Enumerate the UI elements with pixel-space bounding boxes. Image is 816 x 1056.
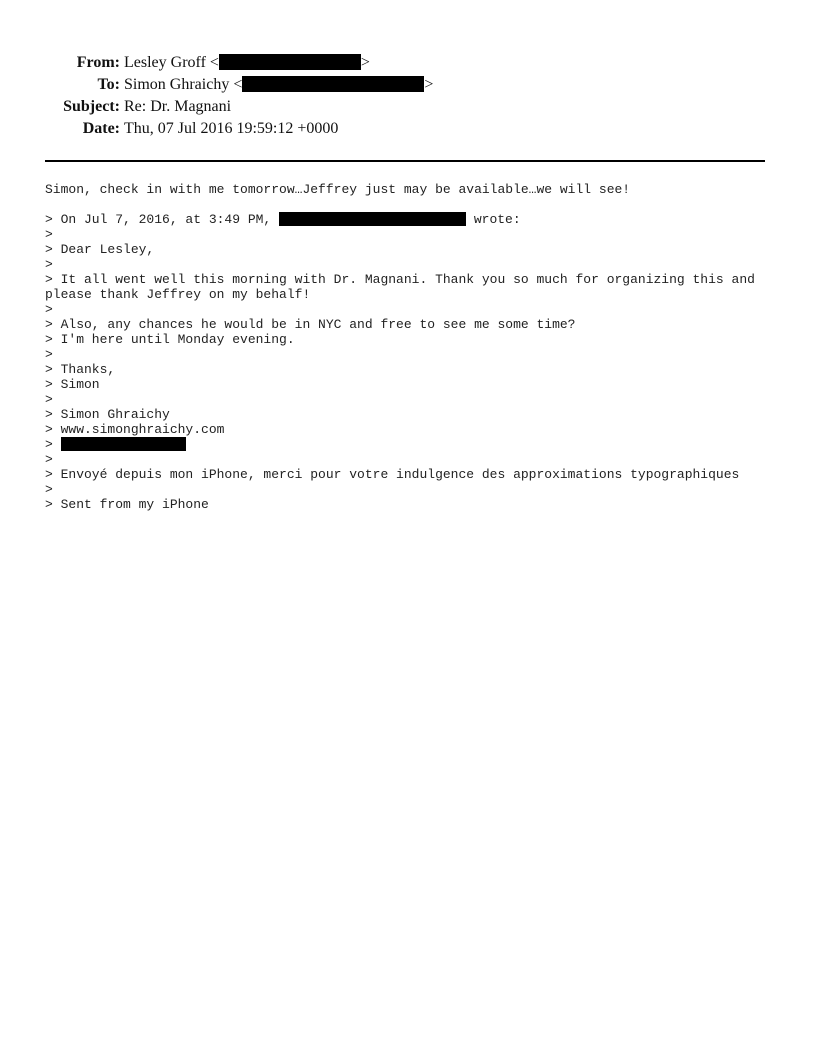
subject-row [0, 96, 816, 118]
quote-paragraph-line: please thank Jeffrey on my behalf! [45, 287, 311, 302]
quote-line: > [45, 302, 53, 317]
quote-line: > [45, 452, 53, 467]
quote-attribution [45, 212, 775, 227]
quote-footer-en: > Sent from my iPhone [45, 497, 209, 512]
email-body [45, 182, 775, 512]
to-label: To: [97, 76, 120, 93]
quote-paragraph-line: > Also, any chances he would be in NYC and free to see me some time? [45, 317, 576, 332]
reply-text: Simon, check in with me tomorrow…Jeffrey just may be available…we will see! [45, 182, 631, 197]
date-row [0, 118, 816, 140]
quote-paragraph-line: > I'm here until Monday evening. [45, 332, 295, 347]
subject-value: Re: Dr. Magnani [124, 98, 232, 115]
quote-line: > [45, 482, 53, 497]
from-end: > [360, 54, 370, 71]
attribution-prefix: > On Jul 7, 2016, at 3:49 PM, [45, 212, 280, 227]
quote-paragraph-line: > It all went well this morning with Dr. Magnani. Thank you so much for organizing this and [45, 272, 755, 287]
redacted-phone [61, 437, 186, 451]
to-row [0, 74, 816, 96]
to-name: Simon Ghraichy < [124, 76, 243, 93]
quote-line: > [45, 257, 53, 272]
redacted-to-email [242, 76, 424, 92]
from-name: Lesley Groff < [124, 54, 219, 71]
to-value [124, 74, 433, 96]
quote-signoff-name: > Simon [45, 377, 100, 392]
email-header [0, 52, 816, 140]
from-value [124, 52, 370, 74]
quote-greeting: > Dear Lesley, [45, 242, 155, 257]
signature-website: > www.simonghraichy.com [45, 422, 225, 437]
header-divider [45, 160, 765, 162]
quote-signoff: > Thanks, [45, 362, 116, 377]
redacted-from-email [219, 54, 361, 70]
date-label: Date: [82, 120, 120, 137]
redacted-sender [279, 212, 466, 226]
from-row [0, 52, 816, 74]
signature-name: > Simon Ghraichy [45, 407, 170, 422]
signature-redacted-line [45, 437, 775, 452]
quote-footer-fr: > Envoyé depuis mon iPhone, merci pour votre indulgence des approximations typographiques [45, 467, 740, 482]
from-label: From: [76, 54, 120, 71]
subject-label: Subject: [63, 98, 120, 115]
quote-line: > [45, 347, 53, 362]
quote-line: > [45, 392, 53, 407]
signature-prefix: > [45, 437, 61, 452]
quote-line: > [45, 227, 53, 242]
date-value: Thu, 07 Jul 2016 19:59:12 +0000 [124, 120, 339, 137]
to-end: > [424, 76, 434, 93]
attribution-suffix: wrote: [466, 212, 521, 227]
